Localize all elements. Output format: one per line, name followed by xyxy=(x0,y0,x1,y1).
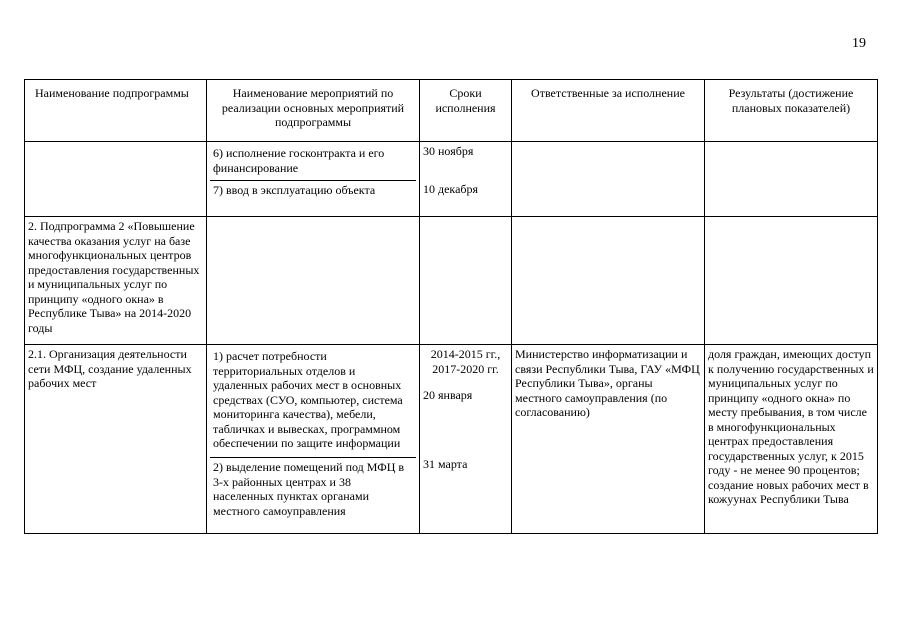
date-gap xyxy=(423,159,508,177)
header-activities: Наименование мероприятий по реализации основных мероприятий подпрограммы xyxy=(207,80,420,142)
cell-responsible xyxy=(512,217,705,345)
cell-results xyxy=(705,217,878,345)
date-item: 2014-2015 гг., xyxy=(430,347,501,361)
table-row xyxy=(25,345,878,534)
date-item: 10 декабря xyxy=(423,181,479,196)
cell-dates xyxy=(420,345,512,534)
table-row xyxy=(25,142,878,217)
header-subprogram: Наименование подпрограммы xyxy=(25,80,207,142)
header-results: Результаты (достижение плановых показателей) xyxy=(705,80,878,142)
date-item: 20 января xyxy=(423,388,473,402)
activity-item: 6) исполнение госконтракта и его финансирование xyxy=(210,144,416,181)
cell-responsible xyxy=(512,142,705,217)
header-dates: Сроки исполнения xyxy=(420,80,512,142)
header-responsible: Ответственные за исполнение xyxy=(512,80,705,142)
date-item: 31 марта xyxy=(423,456,468,471)
cell-subprogram: 2. Подпрограмма 2 «Повышение качества оказания услуг на базе многофункциональных центров предоставления государственных и муниципальных услуг по принципу «одного окна» в Республике Тыва» на 2014-2020 годы xyxy=(25,217,207,345)
cell-activities xyxy=(207,345,420,534)
cell-responsible: Министерство информатизации и связи Республики Тыва, ГАУ «МФЦ Республики Тыва», органы местного самоуправления (по согласованию) xyxy=(512,345,705,534)
date-item: 2017-2020 гг. xyxy=(432,361,499,376)
table-header-row xyxy=(25,80,878,142)
activity-item: 1) расчет потребности территориальных отделов и удаленных рабочих мест в основных средствах (СУО, компьютер, система мониторинга качества), мебели, табличках и вывесках, программном обеспечении по защите информации xyxy=(210,347,416,458)
date-item: 30 ноября xyxy=(423,144,474,158)
cell-activities xyxy=(207,217,420,345)
activity-item: 2) выделение помещений под МФЦ в 3-х районных центрах и 38 населенных пунктах органами местного самоуправления xyxy=(213,460,405,518)
cell-results: доля граждан, имеющих доступ к получению государственных и муниципальных услуг по принципу «одного окна» по месту пребывания, в том числе в многофункциональных центрах предоставления государственных услуг, к 2015 году - не менее 90 процентов; создание новых рабочих мест в кожуунах Республики Тыва xyxy=(705,345,878,534)
table-row xyxy=(25,217,878,345)
cell-dates xyxy=(420,217,512,345)
cell-results xyxy=(705,142,878,217)
cell-dates xyxy=(420,142,512,217)
cell-subprogram: 2.1. Организация деятельности сети МФЦ, создание удаленных рабочих мест xyxy=(25,345,207,534)
program-table xyxy=(24,79,878,534)
page-number: 19 xyxy=(852,36,866,51)
cell-subprogram xyxy=(25,142,207,217)
activity-item: 7) ввод в эксплуатацию объекта xyxy=(213,183,376,197)
cell-activities xyxy=(207,142,420,217)
